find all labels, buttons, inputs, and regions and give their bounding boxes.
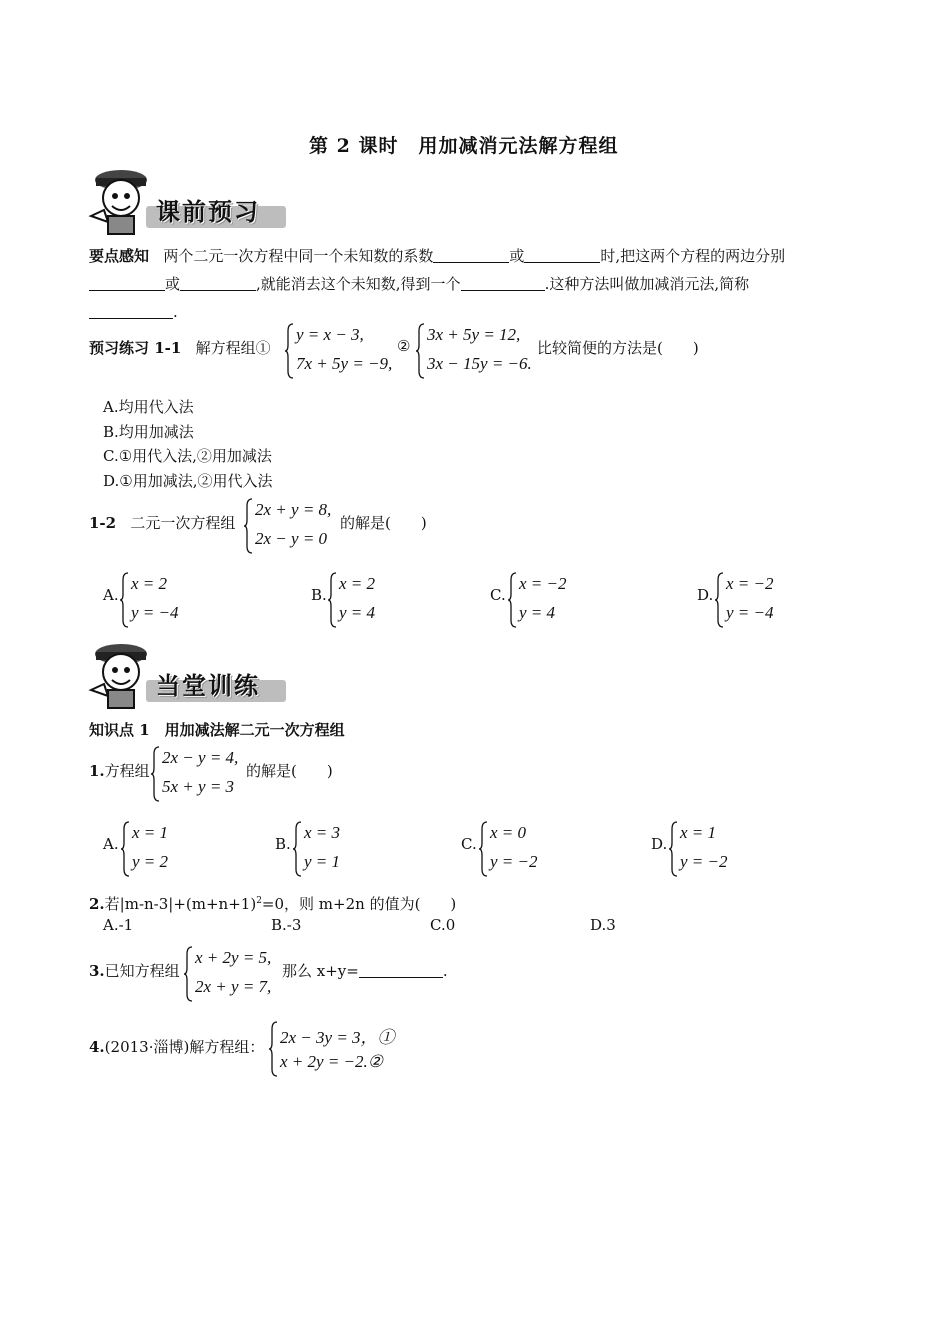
option-c[interactable]: C.0 [430,916,456,934]
answer-blank[interactable] [433,246,509,263]
option-b-system[interactable] [292,821,372,877]
answer-blank[interactable] [524,246,600,263]
left-brace-icon [183,946,193,1002]
option-d-system[interactable] [714,572,804,628]
option-d-system[interactable] [668,821,758,877]
equation: y = 4 [519,603,556,622]
key-points-text4: .这种方法叫做加减消元法,简称 [544,275,750,293]
equation: x = 0 [490,823,527,842]
equation: 5x + y = 3 [162,777,235,796]
key-points-or2: 或 [165,275,181,293]
option-d-letter[interactable]: D. [697,586,714,604]
answer-blank[interactable] [89,302,173,319]
option-b[interactable]: B.均用加减法 [103,423,194,441]
question-4-text: (2013·淄博)解方程组： [104,1038,265,1056]
equation: 7x + 5y = −9, [296,354,393,373]
equation: y = x − 3, [296,325,364,344]
question-number: 4. [89,1038,105,1056]
equation: y = 4 [339,603,376,622]
page-title: 第 2 课时 用加减消元法解方程组 [309,135,619,157]
answer-blank[interactable] [461,274,545,291]
equation: y = −4 [726,603,774,622]
question-1-question: 的解是( ) [246,762,333,780]
knowledge-point-heading: 知识点 1 用加减法解二元一次方程组 [89,721,345,739]
equation: 2x − y = 4, [162,748,239,767]
question-3-stem [89,960,180,981]
left-brace-icon [268,1021,278,1077]
equation-system [150,746,250,802]
option-c[interactable]: C.①用代入法,②用加减法 [103,447,272,465]
left-brace-icon [415,323,425,379]
left-brace-icon [478,821,488,877]
option-c-system[interactable] [507,572,597,628]
equation-system [243,498,343,554]
equation: x = 2 [339,574,376,593]
equation: 3x + 5y = 12, [427,325,521,344]
practice-1-2-question: 的解是( ) [340,514,427,532]
left-brace-icon [284,323,294,379]
answer-blank[interactable] [89,274,165,291]
equation: y = −2 [680,852,728,871]
key-points-label: 要点感知 [89,247,150,265]
question-3-end: . [442,962,448,980]
option-b-letter[interactable]: B. [311,586,327,604]
equation: 2x + y = 8, [255,500,332,519]
key-points-text1: 两个二元一次方程中同一个未知数的系数 [163,247,434,265]
equation: x = −2 [519,574,567,593]
practice-1-2-label: 1-2 [89,514,117,532]
question-1-stem [89,760,150,781]
key-points-or1: 或 [509,247,525,265]
question-3-ask: 那么 x+y= [282,962,359,980]
equation-system [183,946,283,1002]
option-d[interactable]: D.3 [590,916,616,934]
question-number: 1. [89,762,105,780]
equation-system-1 [284,323,404,379]
banner-title: 当堂训练 [156,672,260,700]
question-number: 2. [89,895,105,913]
equation-system-2 [415,323,545,379]
equation: x = 3 [304,823,341,842]
left-brace-icon [150,746,160,802]
key-points-paragraph [89,242,864,326]
question-4-stem [89,1036,264,1057]
answer-blank[interactable] [180,274,256,291]
option-d[interactable]: D.①用加减法,②用代入法 [103,472,273,490]
option-a[interactable]: A.-1 [103,916,134,934]
equation: y = 2 [132,852,169,871]
option-b[interactable]: B.-3 [271,916,302,934]
option-c-system[interactable] [478,821,568,877]
answer-blank[interactable] [359,961,443,978]
option-a[interactable]: A.均用代入法 [103,398,194,416]
option-a-system[interactable] [119,572,199,628]
equation: x + 2y = 5, [195,948,272,967]
banner-title: 课前预习 [156,198,260,226]
equation: 2x − y = 0 [255,529,328,548]
key-points-text2: 时,把这两个方程的两边分别 [600,247,786,265]
question-number: 3. [89,962,105,980]
equation: y = −2 [490,852,538,871]
practice-1-2-stem [89,512,235,533]
equation: x = 2 [131,574,168,593]
key-points-end: . [173,303,178,321]
option-a-system[interactable] [120,821,200,877]
question-2-text-b: =0，则 m+2n 的值为( ) [261,895,457,913]
equation: x = 1 [132,823,169,842]
equation: 2x − 3y = 3，① [280,1028,395,1047]
left-brace-icon [292,821,302,877]
question-2-text-a: 若|m-n-3|+(m+n+1) [104,895,257,913]
left-brace-icon [714,572,724,628]
equation: y = −4 [131,603,179,622]
practice-1-1-label: 预习练习 1-1 [89,339,182,357]
question-3-question [282,960,448,981]
option-a-letter[interactable]: A. [103,586,119,604]
question-3-text: 已知方程组 [104,962,180,980]
option-a-letter[interactable]: A. [103,835,119,853]
equation: 3x − 15y = −6. [427,354,532,373]
left-brace-icon [668,821,678,877]
practice-1-1-question: 比较简便的方法是( ) [537,339,699,357]
practice-1-1-stem [89,337,271,358]
option-b-letter[interactable]: B. [275,835,291,853]
option-c-letter[interactable]: C. [461,835,477,853]
key-points-text3: ,就能消去这个未知数,得到一个 [256,275,461,293]
section-banner-preview [86,166,286,236]
practice-1-2-text: 二元一次方程组 [130,514,236,532]
left-brace-icon [243,498,253,554]
equation: 2x + y = 7, [195,977,272,996]
equation: x + 2y = −2.② [280,1052,383,1071]
section-banner-practice [86,640,286,710]
left-brace-icon [120,821,130,877]
option-d-letter[interactable]: D. [651,835,668,853]
equation: x = 1 [680,823,717,842]
equation: y = 1 [304,852,341,871]
equation-system [268,1021,408,1077]
practice-1-1-text: 解方程组① [195,339,271,357]
left-brace-icon [119,572,129,628]
option-c-letter[interactable]: C. [490,586,506,604]
question-1-text: 方程组 [104,762,150,780]
circled-two: ② [397,337,411,355]
left-brace-icon [507,572,517,628]
exponent: 2 [256,896,262,906]
left-brace-icon [327,572,337,628]
question-2-stem [89,893,456,914]
equation: x = −2 [726,574,774,593]
option-b-system[interactable] [327,572,407,628]
